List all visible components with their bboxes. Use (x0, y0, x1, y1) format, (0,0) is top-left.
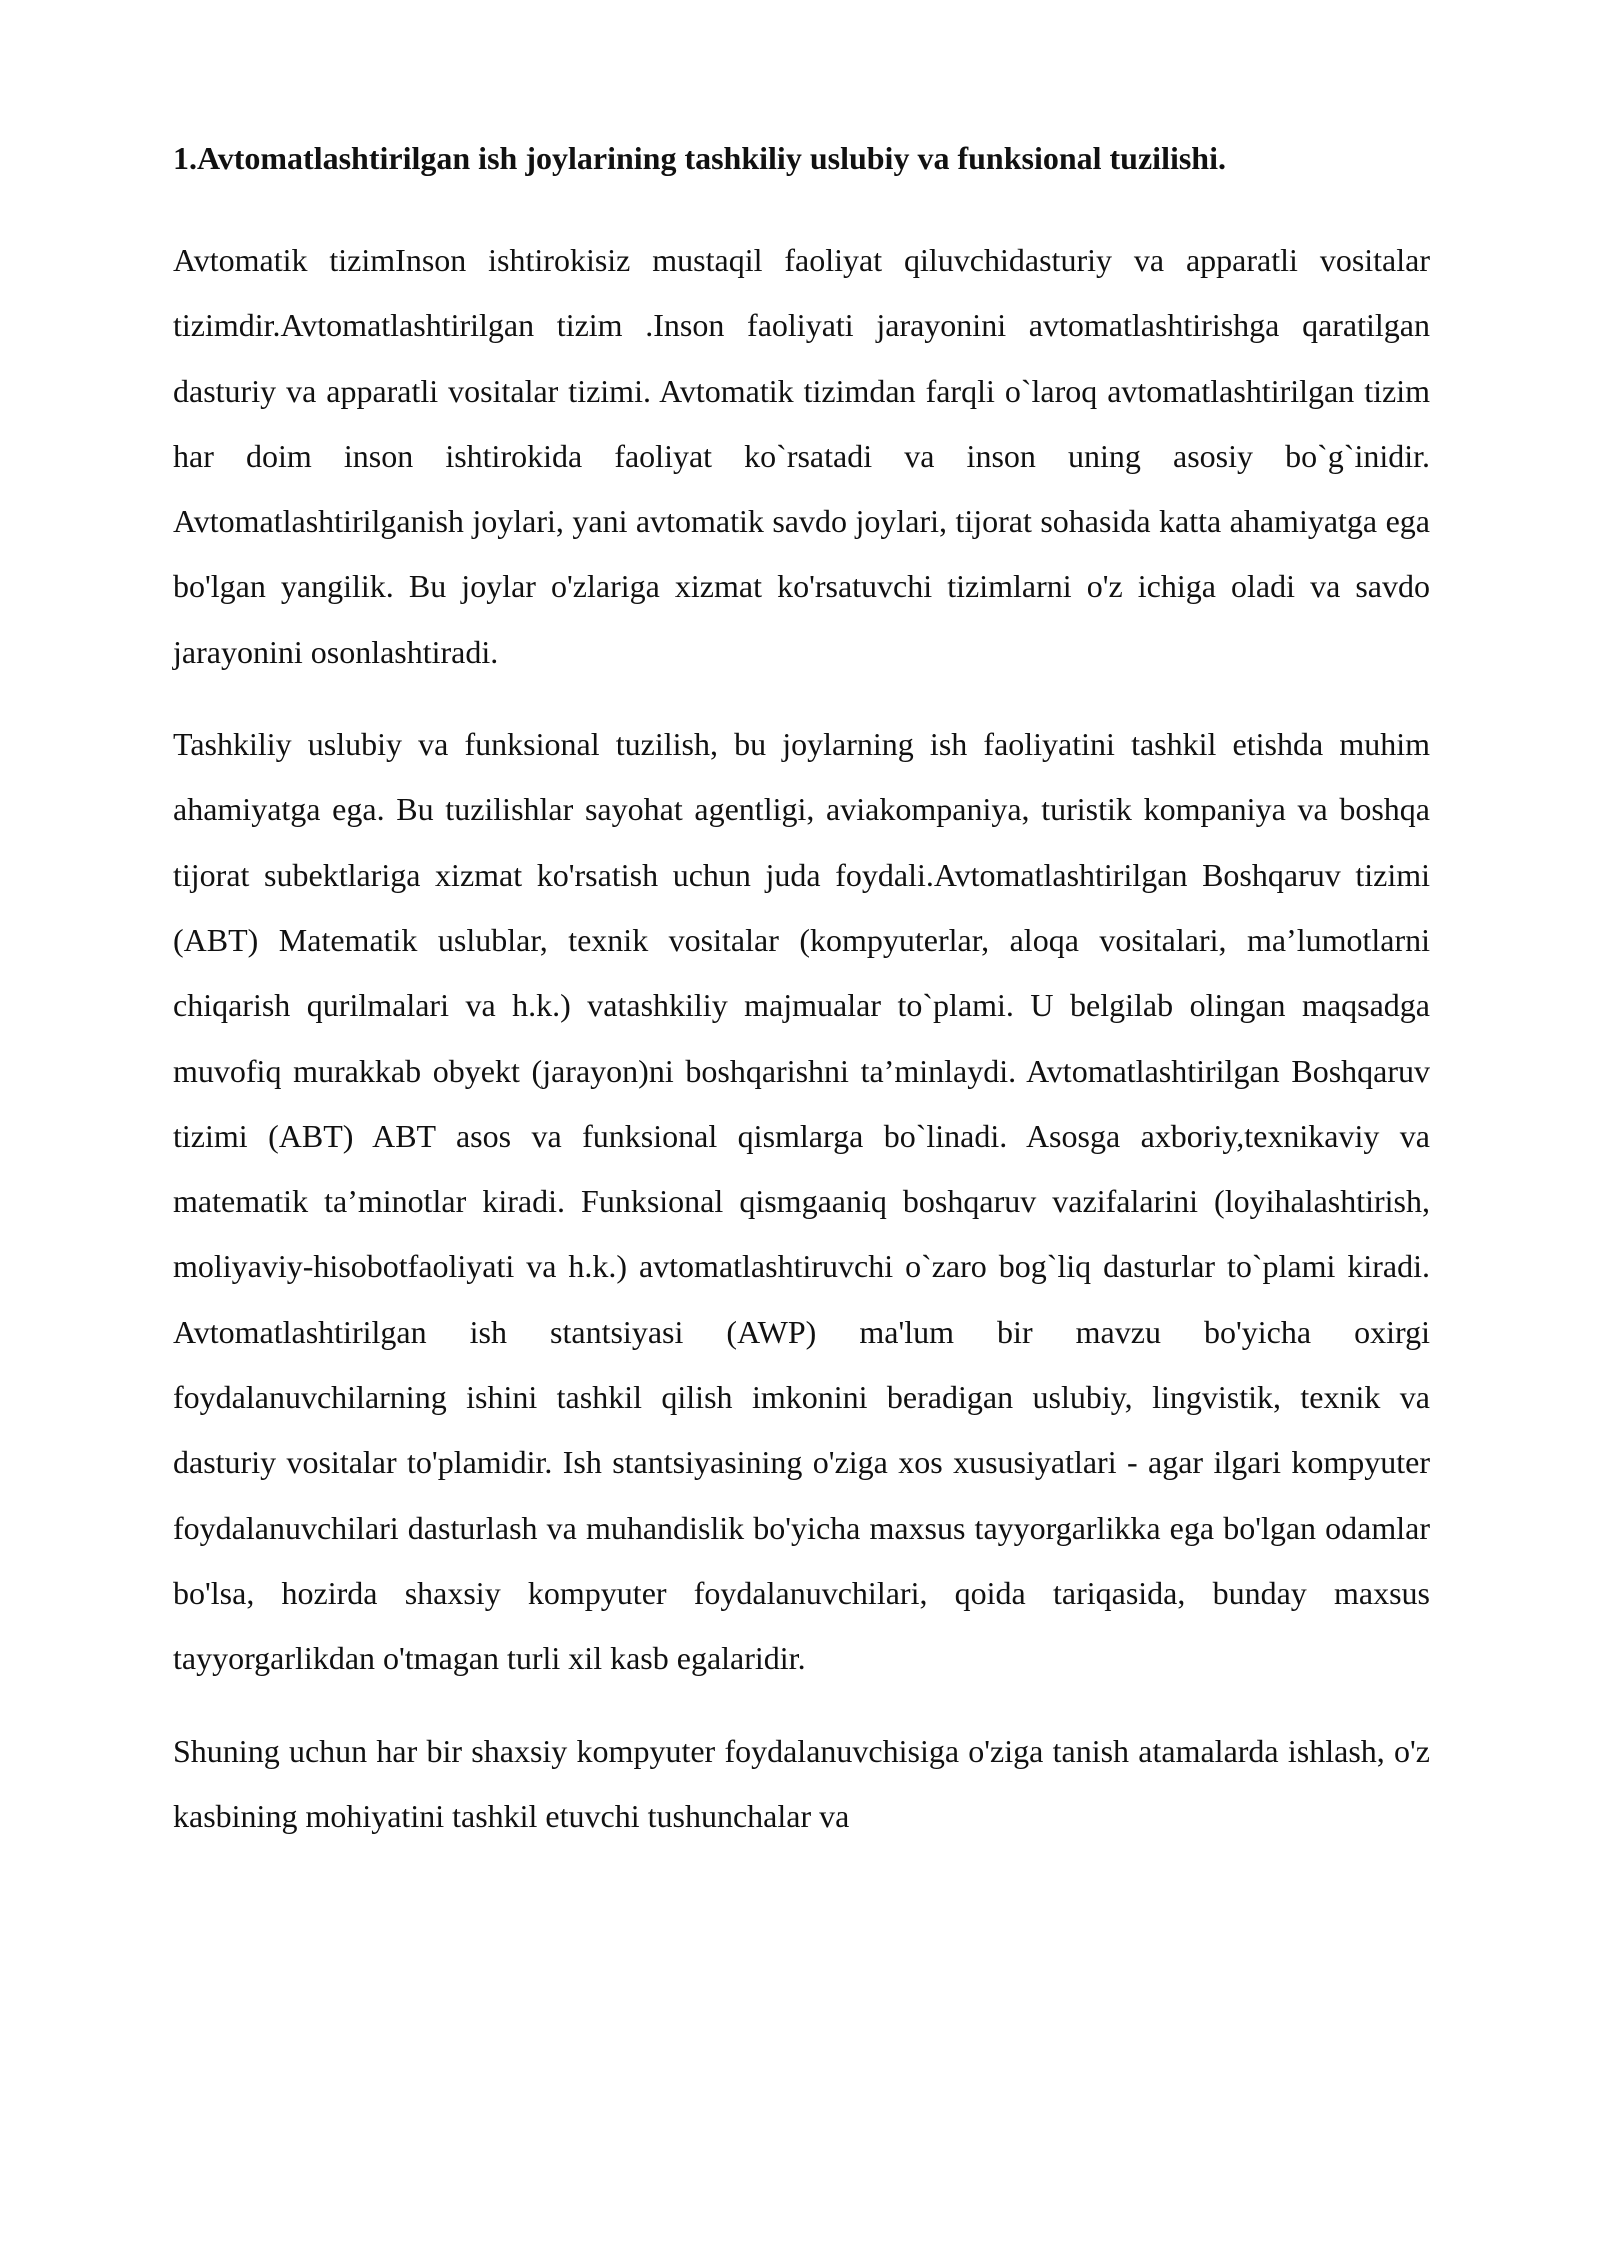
paragraph-1: Avtomatik tizimInson ishtirokisiz mustaqil faoliyat qiluvchidasturiy va apparatli vositalar tizimdir.Avtomatlashtirilgan tizim .Inson faoliyati jarayonini avtomatlashtirishga qaratilgan dasturiy va apparatli vositalar tizimi. Avtomatik tizimdan farqli o`laroq avtomatlashtirilgan tizim har doim inson ishtirokida faoliyat ko`rsatadi va inson uning asosiy bo`g`inidir. Avtomatlashtirilganish joylari, yani avtomatik savdo joylari, tijorat sohasida katta ahamiyatga ega bo'lgan yangilik. Bu joylar o'zlariga xizmat ko'rsatuvchi tizimlarni o'z ichiga oladi va savdo jarayonini osonlashtiradi. (173, 242, 1430, 670)
document-heading: 1.Avtomatlashtirilgan ish joylarining tashkiliy uslubiy va funksional tuzilishi. (173, 140, 1226, 176)
paragraph-3: Shuning uchun har bir shaxsiy kompyuter foydalanuvchisiga o'ziga tanish atamalarda ishlash, o'z kasbining mohiyatini tashkil etuvchi tushunchalar va (173, 1732, 1430, 1834)
paragraph-2: Tashkiliy uslubiy va funksional tuzilish, bu joylarning ish faoliyatini tashkil etishda muhim ahamiyatga ega. Bu tuzilishlar sayohat agentligi, aviakompaniya, turistik kompaniya va boshqa tijorat subektlariga xizmat ko'rsatish uchun juda foydali.Avtomatlashtirilgan Boshqaruv tizimi (ABT) Matematik uslublar, texnik vositalar (kompyuterlar, aloqa vositalari, ma’lumotlarni chiqarish qurilmalari va h.k.) vatashkiliy majmualar to`plami. U belgilab olingan maqsadga muvofiq murakkab obyekt (jarayon)ni boshqarishni ta’minlaydi. Avtomatlashtirilgan Boshqaruv tizimi (ABT) ABT asos va funksional qismlarga bo`linadi. Asosga axboriy,texnikaviy va matematik ta’minotlar kiradi. Funksional qismgaaniq boshqaruv vazifalarini (loyihalashtirish, moliyaviy-hisobotfaoliyati va h.k.) avtomatlashtiruvchi o`zaro bog`liq dasturlar to`plami kiradi. Avtomatlashtirilgan ish stantsiyasi (AWP) ma'lum bir mavzu bo'yicha oxirgi foydalanuvchilarning ishini tashkil qilish imkonini beradigan uslubiy, lingvistik, texnik va dasturiy vositalar to'plamidir. Ish stantsiyasining o'ziga xos xususiyatlari - agar ilgari kompyuter foydalanuvchilari dasturlash va muhandislik bo'yicha maxsus tayyorgarlikka ega bo'lgan odamlar bo'lsa, hozirda shaxsiy kompyuter foydalanuvchilari, qoida tariqasida, bunday maxsus tayyorgarlikdan o'tmagan turli xil kasb egalaridir. (173, 726, 1430, 1677)
